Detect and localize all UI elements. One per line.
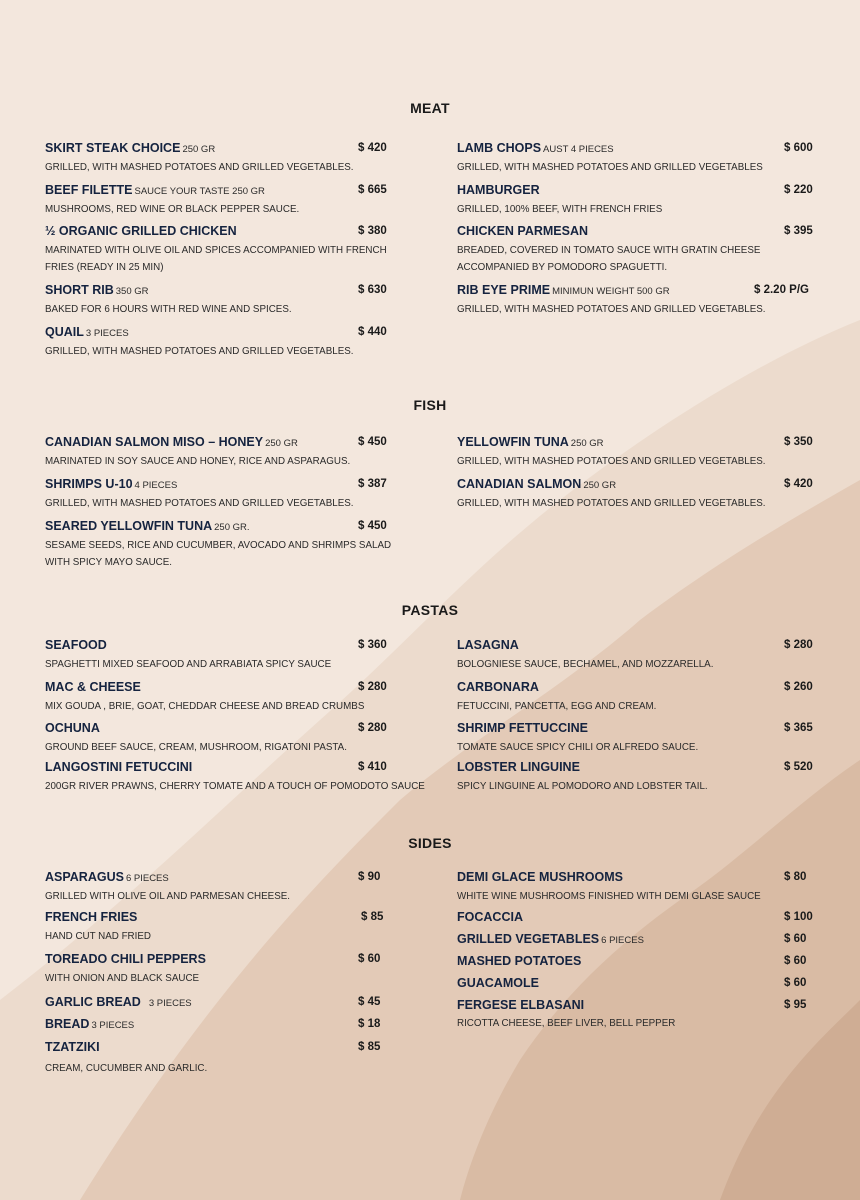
item-price: $ 90: [358, 871, 381, 883]
item-description: MARINATED IN SOY SAUCE AND HONEY, RICE AND ASPARAGUS.: [45, 456, 351, 467]
menu-item: [457, 909, 817, 927]
menu-item: [45, 1039, 445, 1077]
item-description: TOMATE SAUCE SPICY CHILI OR ALFREDO SAUCE.: [457, 742, 699, 753]
item-price: $ 360: [358, 639, 387, 651]
item-name: LASAGNA: [457, 638, 519, 652]
menu-item: [457, 720, 817, 756]
item-name: ½ ORGANIC GRILLED CHICKEN: [45, 224, 237, 238]
item-price: $ 18: [358, 1018, 381, 1030]
item-note: AUST 4 PIECES: [543, 144, 614, 155]
item-price: $ 630: [358, 284, 387, 296]
item-description: WHITE WINE MUSHROOMS FINISHED WITH DEMI GLASE SAUCE: [457, 891, 761, 902]
menu-item: [457, 975, 817, 993]
item-note: 350 GR: [115, 286, 149, 297]
item-name: CHICKEN PARMESAN: [457, 224, 589, 238]
item-name: SEARED YELLOWFIN TUNA: [45, 519, 213, 533]
item-name: LOBSTER LINGUINE: [457, 760, 580, 774]
item-price: $ 2.20 P/G: [754, 284, 809, 296]
item-name: FOCACCIA: [457, 910, 523, 924]
item-note: 3 PIECES: [148, 998, 192, 1009]
item-description: GRILLED, WITH MASHED POTATOES AND GRILLED VEGETABLES.: [45, 346, 354, 357]
item-name: OCHUNA: [45, 721, 100, 735]
item-name: FRENCH FRIES: [45, 910, 138, 924]
item-description: GRILLED, WITH MASHED POTATOES AND GRILLED VEGETABLES.: [457, 304, 766, 315]
item-price: $ 387: [358, 478, 387, 490]
menu-item: [457, 953, 817, 971]
menu-item: [45, 679, 445, 715]
menu-item: [45, 223, 445, 276]
menu-item: [457, 679, 817, 715]
item-price: $ 85: [361, 911, 384, 923]
menu-item: [45, 951, 445, 987]
item-name: SEAFOOD: [45, 638, 107, 652]
menu-item: [45, 637, 445, 673]
menu-item: [45, 182, 445, 218]
item-description: GRILLED, WITH MASHED POTATOES AND GRILLED VEGETABLES.: [45, 162, 354, 173]
item-description: WITH ONION AND BLACK SAUCE: [45, 973, 200, 984]
item-description: GRILLED, WITH MASHED POTATOES AND GRILLED VEGETABLES.: [457, 456, 766, 467]
item-price: $ 60: [784, 955, 807, 967]
menu-item: [457, 223, 817, 276]
item-name: DEMI GLACE MUSHROOMS: [457, 870, 623, 884]
item-description: BOLOGNIESE SAUCE, BECHAMEL, AND MOZZARELLA.: [457, 659, 714, 670]
item-description: MUSHROOMS, RED WINE OR BLACK PEPPER SAUCE.: [45, 204, 300, 215]
item-price: $ 60: [358, 953, 381, 965]
item-description: HAND CUT NAD FRIED: [45, 931, 151, 942]
item-name: SKIRT STEAK CHOICE: [45, 141, 181, 155]
item-name: SHRIMP FETTUCCINE: [457, 721, 589, 735]
item-name: TOREADO CHILI PEPPERS: [45, 952, 206, 966]
menu-item: [45, 759, 445, 795]
menu-item: [45, 476, 445, 512]
menu-item: [45, 434, 445, 470]
item-description: GRILLED WITH OLIVE OIL AND PARMESAN CHEESE.: [45, 891, 290, 902]
item-note: 250 GR.: [214, 522, 250, 533]
item-price: $ 280: [358, 681, 387, 693]
item-name: CANADIAN SALMON MISO – HONEY: [45, 435, 264, 449]
item-name: BREAD: [45, 1017, 90, 1031]
item-description: CREAM, CUCUMBER AND GARLIC.: [45, 1063, 208, 1074]
item-name: GRILLED VEGETABLES: [457, 932, 600, 946]
item-price: $ 280: [784, 639, 813, 651]
item-note: 250 GR: [182, 144, 216, 155]
item-description: MARINATED WITH OLIVE OIL AND SPICES ACCOMPANIED WITH FRENCH FRIES (READY IN 25 MIN): [45, 245, 387, 273]
item-name: FERGESE ELBASANI: [457, 998, 585, 1012]
item-price: $ 60: [784, 933, 807, 945]
item-description: SPAGHETTI MIXED SEAFOOD AND ARRABIATA SPICY SAUCE: [45, 659, 332, 670]
item-price: $ 450: [358, 436, 387, 448]
menu-item: [457, 637, 817, 673]
item-name: MASHED POTATOES: [457, 954, 582, 968]
menu-item: [457, 931, 817, 949]
item-description: GRILLED, WITH MASHED POTATOES AND GRILLED VEGETABLES.: [457, 498, 766, 509]
item-price: $ 45: [358, 996, 381, 1008]
item-name: CANADIAN SALMON: [457, 477, 582, 491]
item-name: LAMB CHOPS: [457, 141, 542, 155]
item-name: RIB EYE PRIME: [457, 283, 551, 297]
menu-item: [457, 997, 817, 1032]
item-price: $ 450: [358, 520, 387, 532]
menu-item: [457, 869, 817, 905]
item-price: $ 100: [784, 911, 813, 923]
menu-item: [45, 720, 445, 756]
section-title-pastas: PASTAS: [401, 602, 459, 618]
item-price: $ 60: [784, 977, 807, 989]
item-price: $ 350: [784, 436, 813, 448]
menu-item: [457, 434, 817, 470]
item-description: GROUND BEEF SAUCE, CREAM, MUSHROOM, RIGATONI PASTA.: [45, 742, 347, 753]
menu-item: [45, 909, 445, 945]
item-description: MIX GOUDA , BRIE, GOAT, CHEDDAR CHEESE AND BREAD CRUMBS: [45, 701, 365, 712]
item-note: 250 GR: [570, 438, 604, 449]
item-price: $ 420: [784, 478, 813, 490]
item-price: $ 220: [784, 184, 813, 196]
item-name: SHORT RIB: [45, 283, 114, 297]
item-note: SAUCE YOUR TASTE 250 GR: [134, 186, 265, 197]
item-price: $ 440: [358, 326, 387, 338]
item-name: YELLOWFIN TUNA: [457, 435, 569, 449]
item-note: 250 GR: [265, 438, 298, 449]
item-name: LANGOSTINI FETUCCINI: [45, 760, 193, 774]
item-description: GRILLED, WITH MASHED POTATOES AND GRILLED VEGETABLES.: [45, 498, 354, 509]
item-price: $ 365: [784, 722, 813, 734]
item-price: $ 95: [784, 999, 807, 1011]
menu-item: [45, 282, 445, 318]
item-name: MAC & CHEESE: [45, 680, 141, 694]
item-description: SESAME SEEDS, RICE AND CUCUMBER, AVOCADO AND SHRIMPS SALAD WITH SPICY MAYO SAUCE.: [45, 540, 392, 568]
item-price: $ 410: [358, 761, 387, 773]
item-price: $ 600: [784, 142, 813, 154]
item-price: $ 280: [358, 722, 387, 734]
item-name: BEEF FILETTE: [45, 183, 133, 197]
menu-item: [457, 140, 817, 176]
item-note: 4 PIECES: [134, 480, 178, 491]
menu-item: [457, 759, 817, 795]
item-name: ASPARAGUS: [45, 870, 124, 884]
item-price: $ 260: [784, 681, 813, 693]
item-price: $ 665: [358, 184, 387, 196]
item-price: $ 395: [784, 225, 813, 237]
item-name: SHRIMPS U-10: [45, 477, 133, 491]
item-price: $ 380: [358, 225, 387, 237]
menu-item: [457, 182, 817, 218]
item-name: QUAIL: [45, 325, 84, 339]
item-description: GRILLED, WITH MASHED POTATOES AND GRILLED VEGETABLES: [457, 162, 763, 173]
item-price: $ 420: [358, 142, 387, 154]
item-description: FETUCCINI, PANCETTA, EGG AND CREAM.: [457, 701, 657, 712]
item-note: 6 PIECES: [601, 935, 644, 946]
menu-item: [457, 476, 817, 512]
item-description: GRILLED, 100% BEEF, WITH FRENCH FRIES: [457, 204, 663, 215]
item-price: $ 80: [784, 871, 807, 883]
item-description: SPICY LINGUINE AL POMODORO AND LOBSTER TAIL.: [457, 781, 708, 792]
item-description: 200GR RIVER PRAWNS, CHERRY TOMATE AND A TOUCH OF POMODOTO SAUCE: [45, 781, 425, 792]
menu-item: [45, 1016, 445, 1034]
item-description: BREADED, COVERED IN TOMATO SAUCE WITH GRATIN CHEESE ACCOMPANIED BY POMODORO SPAGUETTI.: [457, 245, 761, 273]
item-note: 3 PIECES: [85, 328, 129, 339]
item-note: 3 PIECES: [91, 1020, 135, 1031]
item-price: $ 520: [784, 761, 813, 773]
item-name: CARBONARA: [457, 680, 539, 694]
item-name: GUACAMOLE: [457, 976, 539, 990]
item-note: 6 PIECES: [125, 873, 169, 884]
menu-item: [45, 518, 445, 571]
item-description: RICOTTA CHEESE, BEEF LIVER, BELL PEPPER: [457, 1018, 676, 1029]
section-title-sides: SIDES: [408, 835, 452, 851]
section-title-meat: MEAT: [410, 100, 450, 116]
item-name: GARLIC BREAD: [45, 995, 141, 1009]
menu-item: [457, 282, 817, 318]
item-price: $ 85: [358, 1041, 381, 1053]
menu-item: [45, 869, 445, 905]
menu-item: [45, 994, 445, 1012]
item-name: TZATZIKI: [45, 1040, 100, 1054]
section-title-fish: FISH: [413, 397, 447, 413]
item-description: BAKED FOR 6 HOURS WITH RED WINE AND SPICES.: [45, 304, 292, 315]
item-name: HAMBURGER: [457, 183, 540, 197]
item-note: MINIMUN WEIGHT 500 GR: [552, 286, 670, 297]
item-note: 250 GR: [583, 480, 617, 491]
menu-item: [45, 324, 445, 360]
menu-item: [45, 140, 445, 176]
